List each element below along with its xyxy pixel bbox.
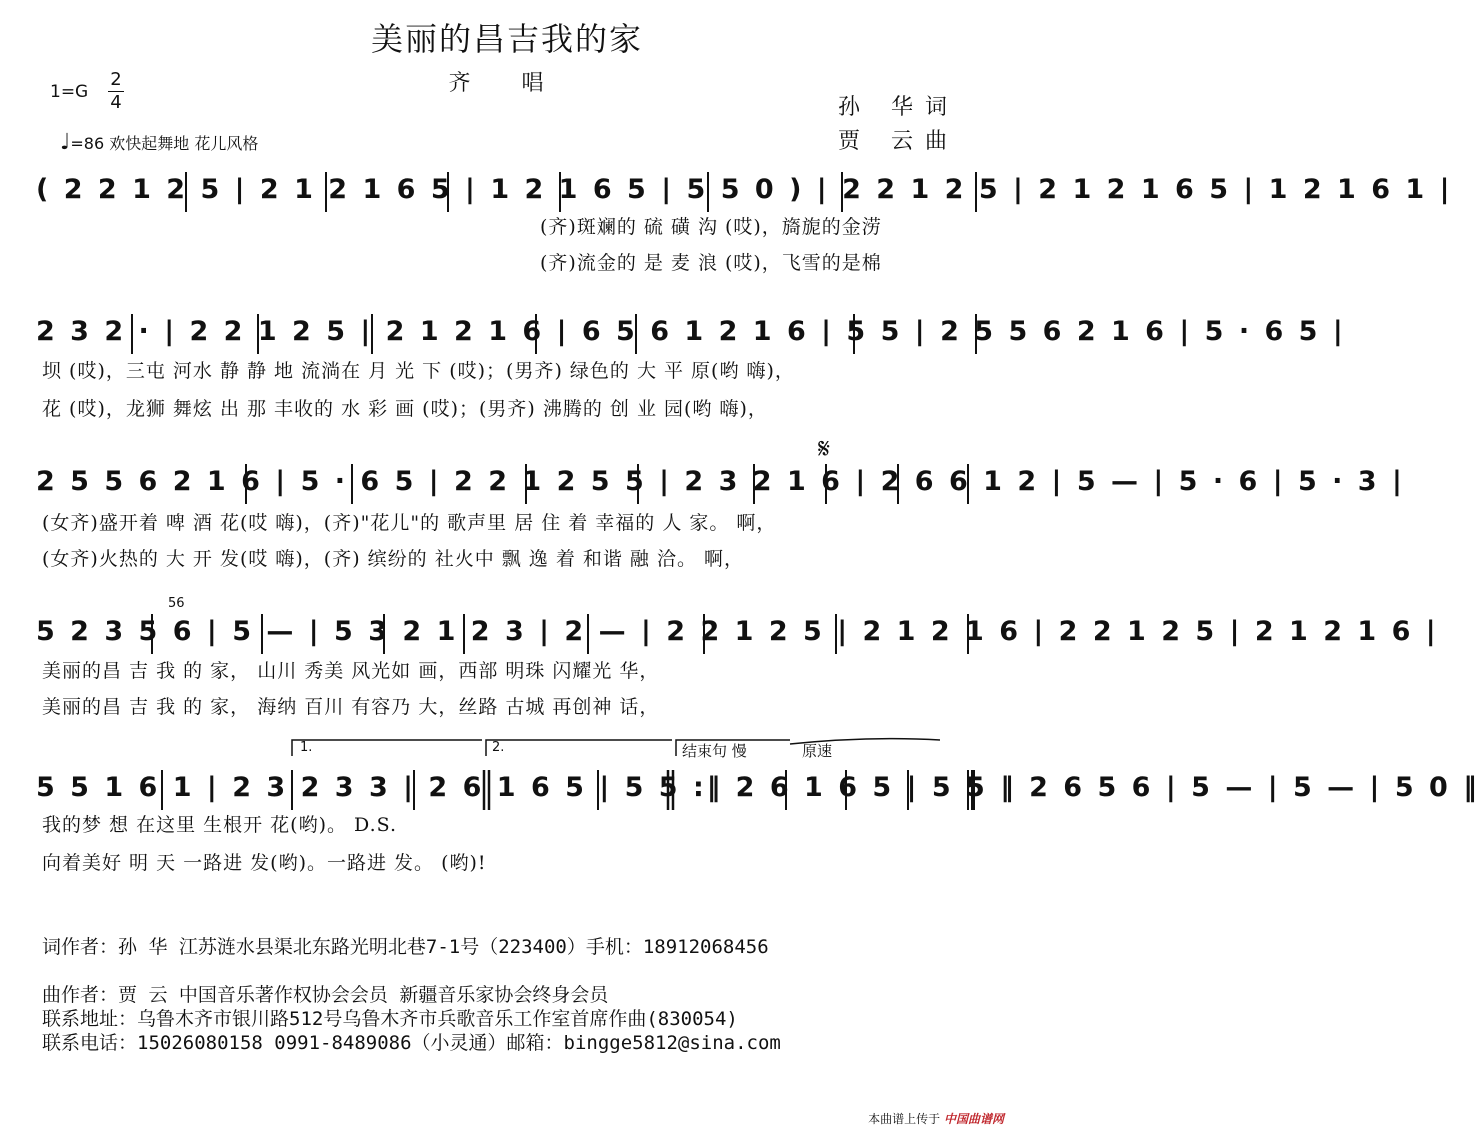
jianpu-notes: 5 5 1 6 1 | 2 3 2 3 3 | 2 6 1 6 5 | 5 5 :‖ 2 6 1 6 5 | 5 5 ‖ 2 6 5 6 | 5 — | 5 — | 5 0 ‖	[36, 772, 1480, 803]
stave-system-3	[36, 460, 1405, 508]
quarter-note-icon: ♩	[60, 130, 71, 155]
jianpu-notes: 2 5 5 6 2 1 6 | 5 · 6 5 | 2 2 1 2 5 5 | 2 3 2 1 6 | 2 6 6 1 2 | 5 — | 5 · 6 | 5 · 3 |	[36, 466, 1405, 497]
lyric-line-2-1: 坝 (哎)，三屯 河水 静 静 地 流淌在 月 光 下 (哎)；(男齐) 绿色的 大 平 原(哟 嗨)，	[42, 360, 795, 382]
ending-label: 结束句 慢	[682, 742, 747, 760]
jianpu-notes: 2 3 2 · | 2 2 1 2 5 | 2 1 2 1 6 | 6 5 6 1 2 1 6 | 5 5 | 2 5 5 6 2 1 6 | 5 · 6 5 |	[36, 316, 1346, 347]
composer-credit: 贾 云曲	[838, 129, 959, 154]
contact-phone: 联系电话：15026080158 0991-8489086（小灵通）邮箱：bingge5812@sina.com	[42, 1032, 781, 1054]
lyric-line-2-2: 花 (哎)，龙狮 舞炫 出 那 丰收的 水 彩 画 (哎)；(男齐) 沸腾的 创 业 园(哟 嗨)，	[42, 398, 768, 420]
meter-bottom: 4	[110, 92, 122, 113]
grace-notes: 56	[168, 596, 185, 611]
stave-system-5	[36, 766, 1480, 814]
volta-2-label: 2.	[492, 740, 505, 755]
composer-info: 曲作者：贾 云 中国音乐著作权协会会员 新疆音乐家协会终身会员	[42, 984, 609, 1006]
a-tempo-label: 原速	[802, 742, 833, 760]
lyric-line-5-2: 向着美好 明 天 一路进 发(哟)。一路进 发。 (哟)!	[42, 852, 487, 874]
stave-system-1	[36, 168, 1453, 216]
upload-credit	[868, 1110, 1004, 1127]
stave-system-2	[36, 310, 1346, 358]
jianpu-notes: 5 2 3 5 6 | 5 — | 5 3 2 1 2 3 | 2 — | 2 2 1 2 5 | 2 1 2 1 6 | 2 2 1 2 5 | 2 1 2 1 6 |	[36, 616, 1439, 647]
lyric-line-1-2: (齐)流金的 是 麦 浪 (哎)，飞雪的是棉	[540, 252, 882, 274]
lyric-line-4-1: 美丽的昌 吉 我 的 家， 山川 秀美 风光如 画，西部 明珠 闪耀光 华，	[42, 660, 660, 682]
lyric-line-3-2: (女齐)火热的 大 开 发(哎 嗨)，(齐) 缤纷的 社火中 飘 逸 着 和谐 融 洽。 啊，	[42, 548, 744, 570]
upload-text: 本曲谱上传于	[868, 1112, 941, 1126]
score-subtitle: 齐 唱	[448, 71, 566, 96]
site-logo: 中国曲谱网	[943, 1112, 1004, 1126]
lyricist-credit: 孙 华词	[838, 95, 959, 120]
tempo-marking	[60, 130, 258, 155]
lyric-line-4-2: 美丽的昌 吉 我 的 家， 海纳 百川 有容乃 大，丝路 古城 再创神 话，	[42, 696, 660, 718]
key-signature: 1=G	[50, 82, 89, 102]
meter-top: 2	[110, 69, 122, 90]
tempo-text: =86 欢快起舞地 花儿风格	[70, 134, 259, 153]
lyric-line-3-1: (女齐)盛开着 啤 酒 花(哎 嗨)，(齐)"花儿"的 歌声里 居 住 着 幸福的 人 家。 啊，	[42, 512, 777, 534]
jianpu-notes: ( 2 2 1 2 5 | 2 1 2 1 6 5 | 1 2 1 6 5 | 5 5 0 ) | 2 2 1 2 5 | 2 1 2 1 6 5 | 1 2 1 6 1 |	[36, 174, 1453, 205]
score-title: 美丽的昌吉我的家	[370, 20, 643, 58]
lyric-line-1-1: (齐)斑斓的 硫 磺 沟 (哎)，旖旎的金涝	[540, 216, 882, 238]
volta-1-label: 1.	[300, 740, 313, 755]
time-signature	[108, 70, 124, 113]
segno-sign: 𝄋	[818, 432, 831, 465]
stave-system-4	[36, 610, 1439, 658]
contact-address: 联系地址：乌鲁木齐市银川路512号乌鲁木齐市兵歌音乐工作室首席作曲(830054)	[42, 1008, 738, 1030]
volta-brackets	[290, 738, 950, 758]
lyric-line-5-1: 我的梦 想 在这里 生根开 花(哟)。 D.S.	[42, 814, 397, 836]
lyricist-contact: 词作者：孙 华 江苏涟水县渠北东路光明北巷7-1号（223400）手机：18912068456	[42, 936, 769, 958]
